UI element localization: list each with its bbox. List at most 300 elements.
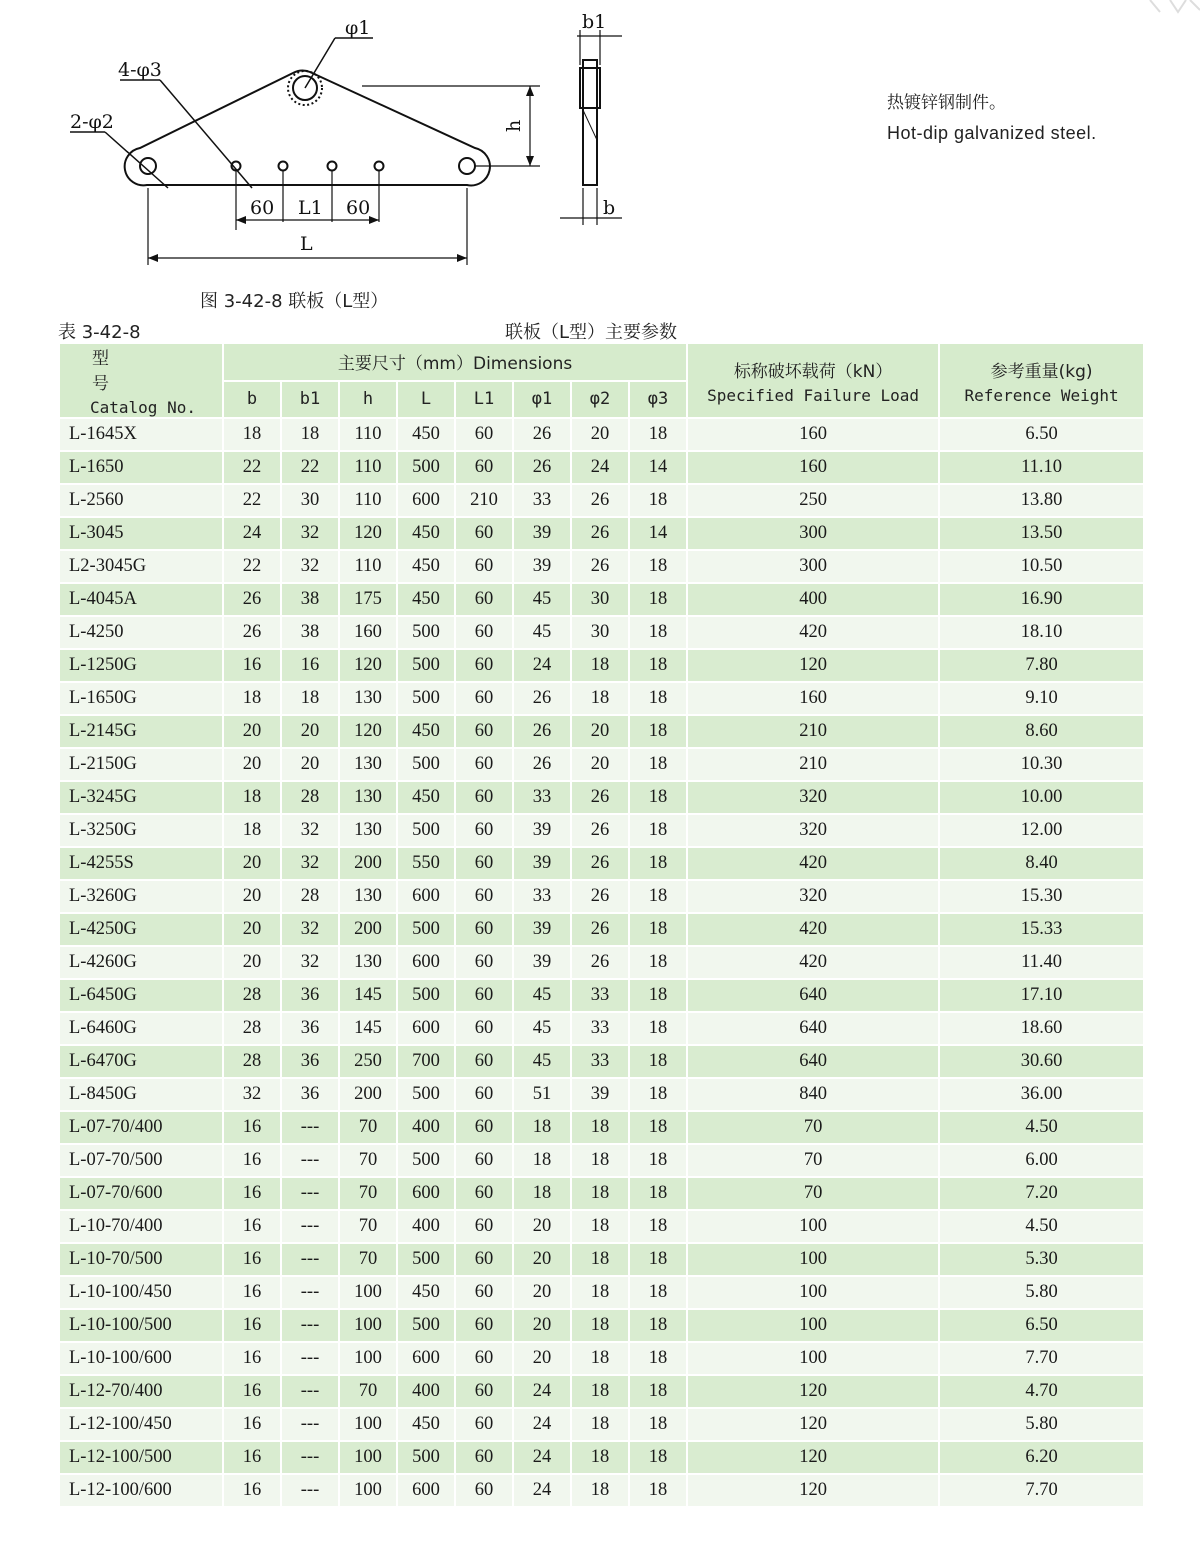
- cell-L1: 60: [455, 649, 513, 682]
- cell-h: 250: [339, 1045, 397, 1078]
- table-body: [59, 418, 1144, 1507]
- cell-b: 18: [223, 781, 281, 814]
- cell-weight: 4.70: [939, 1375, 1144, 1408]
- table-row: [59, 1441, 1144, 1474]
- cell-L: 450: [397, 517, 455, 550]
- cell-model: L-1650: [59, 451, 223, 484]
- end-hole-right: [459, 158, 475, 174]
- table-row: [59, 1210, 1144, 1243]
- cell-L1: 60: [455, 1474, 513, 1507]
- cell-phi3: 18: [629, 1474, 687, 1507]
- cell-phi1: 20: [513, 1309, 571, 1342]
- cell-L: 600: [397, 1474, 455, 1507]
- cell-L1: 60: [455, 1045, 513, 1078]
- cell-h: 110: [339, 451, 397, 484]
- cell-model: L-4255S: [59, 847, 223, 880]
- label-phi3: 4-φ3: [118, 59, 162, 81]
- cell-phi1: 51: [513, 1078, 571, 1111]
- cell-model: L-4250: [59, 616, 223, 649]
- cell-phi2: 18: [571, 1111, 629, 1144]
- cell-model: L-07-70/500: [59, 1144, 223, 1177]
- table-row: [59, 1342, 1144, 1375]
- cell-weight: 10.30: [939, 748, 1144, 781]
- cell-L1: 60: [455, 1441, 513, 1474]
- label-phi1: φ1: [345, 17, 371, 39]
- cell-L: 400: [397, 1375, 455, 1408]
- cell-failure-load: 70: [687, 1144, 939, 1177]
- cell-b1: 36: [281, 1045, 339, 1078]
- cell-phi1: 45: [513, 979, 571, 1012]
- cell-L: 450: [397, 418, 455, 451]
- cell-b1: 36: [281, 979, 339, 1012]
- cell-h: 100: [339, 1474, 397, 1507]
- cell-h: 130: [339, 880, 397, 913]
- cell-phi1: 20: [513, 1276, 571, 1309]
- cell-failure-load: 400: [687, 583, 939, 616]
- cell-phi3: 18: [629, 913, 687, 946]
- table-row: [59, 1309, 1144, 1342]
- cell-failure-load: 100: [687, 1309, 939, 1342]
- table-row: [59, 550, 1144, 583]
- cell-phi1: 39: [513, 814, 571, 847]
- cell-L1: 60: [455, 715, 513, 748]
- cell-model: L-3045: [59, 517, 223, 550]
- cell-h: 70: [339, 1177, 397, 1210]
- cell-phi3: 18: [629, 1309, 687, 1342]
- header-phi1: φ1: [513, 381, 571, 419]
- cell-model: L-1250G: [59, 649, 223, 682]
- cell-weight: 5.30: [939, 1243, 1144, 1276]
- cell-weight: 6.20: [939, 1441, 1144, 1474]
- cell-L: 400: [397, 1111, 455, 1144]
- cell-phi2: 26: [571, 913, 629, 946]
- cell-b: 20: [223, 847, 281, 880]
- cell-weight: 17.10: [939, 979, 1144, 1012]
- cell-b1: 18: [281, 682, 339, 715]
- cell-phi2: 18: [571, 1441, 629, 1474]
- cell-phi2: 18: [571, 682, 629, 715]
- label-h: h: [503, 119, 525, 132]
- cell-model: L-10-70/500: [59, 1243, 223, 1276]
- cell-L: 500: [397, 748, 455, 781]
- cell-phi2: 26: [571, 946, 629, 979]
- cell-b1: 36: [281, 1012, 339, 1045]
- table-row: [59, 979, 1144, 1012]
- cell-phi1: 39: [513, 913, 571, 946]
- header-catalog-zh: 型号: [92, 349, 159, 394]
- cell-model: L-12-100/600: [59, 1474, 223, 1507]
- parameter-table: [58, 342, 1145, 1508]
- cell-L: 400: [397, 1210, 455, 1243]
- cell-failure-load: 160: [687, 451, 939, 484]
- header-phi3: φ3: [629, 381, 687, 419]
- cell-L1: 60: [455, 1375, 513, 1408]
- cell-L1: 60: [455, 1144, 513, 1177]
- cell-phi3: 18: [629, 1078, 687, 1111]
- cell-weight: 6.00: [939, 1144, 1144, 1177]
- cell-b1: ---: [281, 1375, 339, 1408]
- cell-model: L-10-100/500: [59, 1309, 223, 1342]
- cell-phi2: 33: [571, 1045, 629, 1078]
- cell-b1: 36: [281, 1078, 339, 1111]
- label-dim-L: L: [300, 233, 313, 255]
- cell-h: 70: [339, 1243, 397, 1276]
- cell-L: 700: [397, 1045, 455, 1078]
- cell-L: 450: [397, 583, 455, 616]
- cell-b: 16: [223, 1309, 281, 1342]
- table-row: [59, 1177, 1144, 1210]
- cell-weight: 15.33: [939, 913, 1144, 946]
- cell-weight: 13.50: [939, 517, 1144, 550]
- cell-b: 20: [223, 946, 281, 979]
- cell-phi2: 26: [571, 880, 629, 913]
- cell-b: 20: [223, 913, 281, 946]
- cell-L: 500: [397, 1243, 455, 1276]
- cell-model: L-07-70/400: [59, 1111, 223, 1144]
- cell-phi2: 33: [571, 1012, 629, 1045]
- cell-L1: 60: [455, 946, 513, 979]
- cell-phi2: 18: [571, 1474, 629, 1507]
- cell-phi3: 18: [629, 748, 687, 781]
- cell-h: 175: [339, 583, 397, 616]
- cell-L: 600: [397, 880, 455, 913]
- cell-failure-load: 420: [687, 847, 939, 880]
- cell-b: 20: [223, 715, 281, 748]
- header-catalog-en: Catalog No.: [90, 398, 196, 417]
- cell-h: 70: [339, 1111, 397, 1144]
- cell-h: 110: [339, 484, 397, 517]
- cell-h: 100: [339, 1441, 397, 1474]
- cell-model: L-1645X: [59, 418, 223, 451]
- cell-L: 500: [397, 1441, 455, 1474]
- cell-h: 100: [339, 1408, 397, 1441]
- label-b1: b1: [582, 11, 607, 33]
- cell-phi1: 18: [513, 1111, 571, 1144]
- cell-weight: 36.00: [939, 1078, 1144, 1111]
- table-row: [59, 913, 1144, 946]
- cell-b: 20: [223, 748, 281, 781]
- cell-L1: 60: [455, 847, 513, 880]
- cell-failure-load: 840: [687, 1078, 939, 1111]
- table-row: [59, 1276, 1144, 1309]
- cell-L: 500: [397, 814, 455, 847]
- cell-model: L-4260G: [59, 946, 223, 979]
- cell-failure-load: 320: [687, 880, 939, 913]
- cell-phi2: 26: [571, 781, 629, 814]
- cell-L1: 60: [455, 913, 513, 946]
- cell-model: L-07-70/600: [59, 1177, 223, 1210]
- cell-L: 450: [397, 1408, 455, 1441]
- cell-model: L-2560: [59, 484, 223, 517]
- cell-phi1: 20: [513, 1210, 571, 1243]
- cell-phi1: 26: [513, 682, 571, 715]
- cell-b: 16: [223, 1111, 281, 1144]
- cell-phi2: 18: [571, 1342, 629, 1375]
- cell-b1: 16: [281, 649, 339, 682]
- cell-phi2: 18: [571, 1408, 629, 1441]
- cell-L: 600: [397, 1012, 455, 1045]
- cell-phi1: 20: [513, 1243, 571, 1276]
- cell-model: L-2150G: [59, 748, 223, 781]
- cell-phi2: 20: [571, 715, 629, 748]
- cell-model: L-6460G: [59, 1012, 223, 1045]
- cell-b: 24: [223, 517, 281, 550]
- cell-b1: 38: [281, 583, 339, 616]
- cell-L: 500: [397, 1078, 455, 1111]
- cell-L: 500: [397, 649, 455, 682]
- table-row: [59, 1408, 1144, 1441]
- cell-b1: 32: [281, 550, 339, 583]
- cell-model: L-10-100/600: [59, 1342, 223, 1375]
- header-h: h: [339, 381, 397, 419]
- cell-h: 200: [339, 1078, 397, 1111]
- cell-failure-load: 250: [687, 484, 939, 517]
- cell-phi1: 18: [513, 1177, 571, 1210]
- cell-b: 26: [223, 583, 281, 616]
- cell-L1: 60: [455, 748, 513, 781]
- cell-L1: 60: [455, 1408, 513, 1441]
- header-load: [687, 343, 939, 418]
- cell-phi3: 18: [629, 1375, 687, 1408]
- cell-h: 145: [339, 979, 397, 1012]
- table-row: [59, 946, 1144, 979]
- cell-phi3: 18: [629, 682, 687, 715]
- cell-phi3: 18: [629, 1441, 687, 1474]
- cell-L: 500: [397, 1144, 455, 1177]
- cell-model: L-12-70/400: [59, 1375, 223, 1408]
- cell-phi3: 18: [629, 1111, 687, 1144]
- cell-weight: 4.50: [939, 1210, 1144, 1243]
- cell-b: 16: [223, 1243, 281, 1276]
- side-view-body: [583, 60, 597, 185]
- table-row: [59, 1012, 1144, 1045]
- cell-phi2: 26: [571, 484, 629, 517]
- cell-failure-load: 120: [687, 1375, 939, 1408]
- cell-b1: ---: [281, 1276, 339, 1309]
- cell-h: 130: [339, 946, 397, 979]
- cell-phi2: 33: [571, 979, 629, 1012]
- cell-L: 450: [397, 781, 455, 814]
- cell-L: 500: [397, 682, 455, 715]
- cell-L1: 60: [455, 814, 513, 847]
- header-dimensions: [223, 343, 687, 381]
- material-note-en: Hot-dip galvanized steel.: [887, 123, 1097, 143]
- cell-model: L-8450G: [59, 1078, 223, 1111]
- cell-h: 70: [339, 1210, 397, 1243]
- cell-model: L-4045A: [59, 583, 223, 616]
- cell-failure-load: 160: [687, 682, 939, 715]
- cell-phi2: 26: [571, 517, 629, 550]
- cell-L: 550: [397, 847, 455, 880]
- header-b: b: [223, 381, 281, 419]
- cell-failure-load: 160: [687, 418, 939, 451]
- table-row: [59, 715, 1144, 748]
- label-dim-L1: L1: [298, 197, 323, 219]
- cell-phi2: 18: [571, 1210, 629, 1243]
- cell-h: 110: [339, 418, 397, 451]
- cell-phi1: 26: [513, 748, 571, 781]
- cell-L1: 60: [455, 880, 513, 913]
- cell-h: 120: [339, 649, 397, 682]
- header-phi2: φ2: [571, 381, 629, 419]
- cell-b1: 20: [281, 748, 339, 781]
- cell-b: 32: [223, 1078, 281, 1111]
- table-row: [59, 1375, 1144, 1408]
- cell-L1: 60: [455, 616, 513, 649]
- cell-b: 28: [223, 1012, 281, 1045]
- cell-phi2: 20: [571, 748, 629, 781]
- cell-model: L-3260G: [59, 880, 223, 913]
- cell-phi1: 26: [513, 451, 571, 484]
- cell-phi1: 26: [513, 715, 571, 748]
- cell-L1: 60: [455, 418, 513, 451]
- cell-L1: 60: [455, 517, 513, 550]
- cell-phi1: 39: [513, 550, 571, 583]
- table-row: [59, 748, 1144, 781]
- header-load-zh: 标称破坏载荷（kN）: [733, 361, 893, 382]
- cell-phi1: 39: [513, 847, 571, 880]
- cell-phi3: 18: [629, 583, 687, 616]
- cell-phi1: 45: [513, 1012, 571, 1045]
- cell-L: 500: [397, 616, 455, 649]
- table-row: [59, 847, 1144, 880]
- cell-failure-load: 420: [687, 946, 939, 979]
- cell-weight: 7.80: [939, 649, 1144, 682]
- cell-b: 16: [223, 1408, 281, 1441]
- cell-weight: 10.50: [939, 550, 1144, 583]
- cell-b1: ---: [281, 1441, 339, 1474]
- small-hole-3: [328, 162, 337, 171]
- cell-weight: 7.70: [939, 1474, 1144, 1507]
- cell-b: 16: [223, 1210, 281, 1243]
- cell-b1: 22: [281, 451, 339, 484]
- cell-h: 200: [339, 913, 397, 946]
- cell-phi3: 18: [629, 1177, 687, 1210]
- cell-b1: 32: [281, 946, 339, 979]
- cell-phi1: 24: [513, 649, 571, 682]
- table-row: [59, 1474, 1144, 1507]
- cell-b: 20: [223, 880, 281, 913]
- cell-phi1: 24: [513, 1474, 571, 1507]
- table-row: [59, 484, 1144, 517]
- cell-h: 120: [339, 517, 397, 550]
- cell-b: 16: [223, 1441, 281, 1474]
- cell-phi1: 33: [513, 484, 571, 517]
- table-row: [59, 1111, 1144, 1144]
- cell-failure-load: 300: [687, 550, 939, 583]
- cell-phi3: 18: [629, 1408, 687, 1441]
- cell-phi3: 18: [629, 1210, 687, 1243]
- header-load-en: Specified Failure Load: [707, 385, 920, 405]
- cell-h: 130: [339, 682, 397, 715]
- cell-phi3: 18: [629, 979, 687, 1012]
- technical-drawing: [0, 0, 660, 290]
- cell-h: 100: [339, 1276, 397, 1309]
- cell-phi1: 45: [513, 583, 571, 616]
- cell-failure-load: 120: [687, 649, 939, 682]
- cell-phi3: 18: [629, 880, 687, 913]
- header-weight-zh: 参考重量(kg): [990, 361, 1093, 382]
- small-hole-4: [375, 162, 384, 171]
- label-b: b: [603, 197, 616, 219]
- label-dim-60a: 60: [250, 197, 275, 219]
- header-weight-en: Reference Weight: [964, 385, 1119, 405]
- cell-L1: 60: [455, 1111, 513, 1144]
- cell-h: 130: [339, 748, 397, 781]
- cell-phi3: 18: [629, 847, 687, 880]
- cell-L1: 60: [455, 451, 513, 484]
- cell-b: 16: [223, 1177, 281, 1210]
- cell-b: 28: [223, 979, 281, 1012]
- table-row: [59, 781, 1144, 814]
- cell-b: 18: [223, 418, 281, 451]
- cell-L: 450: [397, 715, 455, 748]
- cell-phi2: 18: [571, 1309, 629, 1342]
- cell-b: 22: [223, 451, 281, 484]
- cell-b1: 28: [281, 781, 339, 814]
- cell-weight: 5.80: [939, 1276, 1144, 1309]
- cell-b1: 30: [281, 484, 339, 517]
- cell-weight: 9.10: [939, 682, 1144, 715]
- cell-h: 130: [339, 781, 397, 814]
- cell-phi1: 24: [513, 1375, 571, 1408]
- cell-weight: 8.40: [939, 847, 1144, 880]
- label-dim-60b: 60: [346, 197, 371, 219]
- cell-L1: 210: [455, 484, 513, 517]
- small-hole-2: [279, 162, 288, 171]
- cell-phi1: 45: [513, 1045, 571, 1078]
- cell-b: 16: [223, 1375, 281, 1408]
- cell-L: 450: [397, 1276, 455, 1309]
- cell-phi3: 18: [629, 814, 687, 847]
- cell-weight: 8.60: [939, 715, 1144, 748]
- cell-weight: 18.10: [939, 616, 1144, 649]
- cell-b1: ---: [281, 1309, 339, 1342]
- cell-phi3: 18: [629, 550, 687, 583]
- cell-weight: 18.60: [939, 1012, 1144, 1045]
- cell-phi3: 18: [629, 781, 687, 814]
- cell-weight: 4.50: [939, 1111, 1144, 1144]
- cell-b1: ---: [281, 1144, 339, 1177]
- cell-L1: 60: [455, 550, 513, 583]
- cell-phi1: 18: [513, 1144, 571, 1177]
- cell-model: L-4250G: [59, 913, 223, 946]
- cell-b1: ---: [281, 1408, 339, 1441]
- cell-weight: 11.40: [939, 946, 1144, 979]
- cell-b1: 32: [281, 517, 339, 550]
- cell-failure-load: 70: [687, 1111, 939, 1144]
- cell-phi2: 26: [571, 550, 629, 583]
- cell-L: 500: [397, 979, 455, 1012]
- cell-phi3: 18: [629, 1243, 687, 1276]
- cell-phi1: 24: [513, 1441, 571, 1474]
- cell-model: L-2145G: [59, 715, 223, 748]
- cell-model: L-3245G: [59, 781, 223, 814]
- cell-model: L-12-100/500: [59, 1441, 223, 1474]
- cell-weight: 5.80: [939, 1408, 1144, 1441]
- cell-h: 200: [339, 847, 397, 880]
- cell-phi3: 18: [629, 1144, 687, 1177]
- table-row: [59, 1045, 1144, 1078]
- cell-weight: 10.00: [939, 781, 1144, 814]
- cell-phi2: 18: [571, 1375, 629, 1408]
- cell-failure-load: 100: [687, 1342, 939, 1375]
- cell-L1: 60: [455, 1012, 513, 1045]
- cell-phi2: 18: [571, 1243, 629, 1276]
- cell-b1: 28: [281, 880, 339, 913]
- cell-L1: 60: [455, 1342, 513, 1375]
- header-L1: L1: [455, 381, 513, 419]
